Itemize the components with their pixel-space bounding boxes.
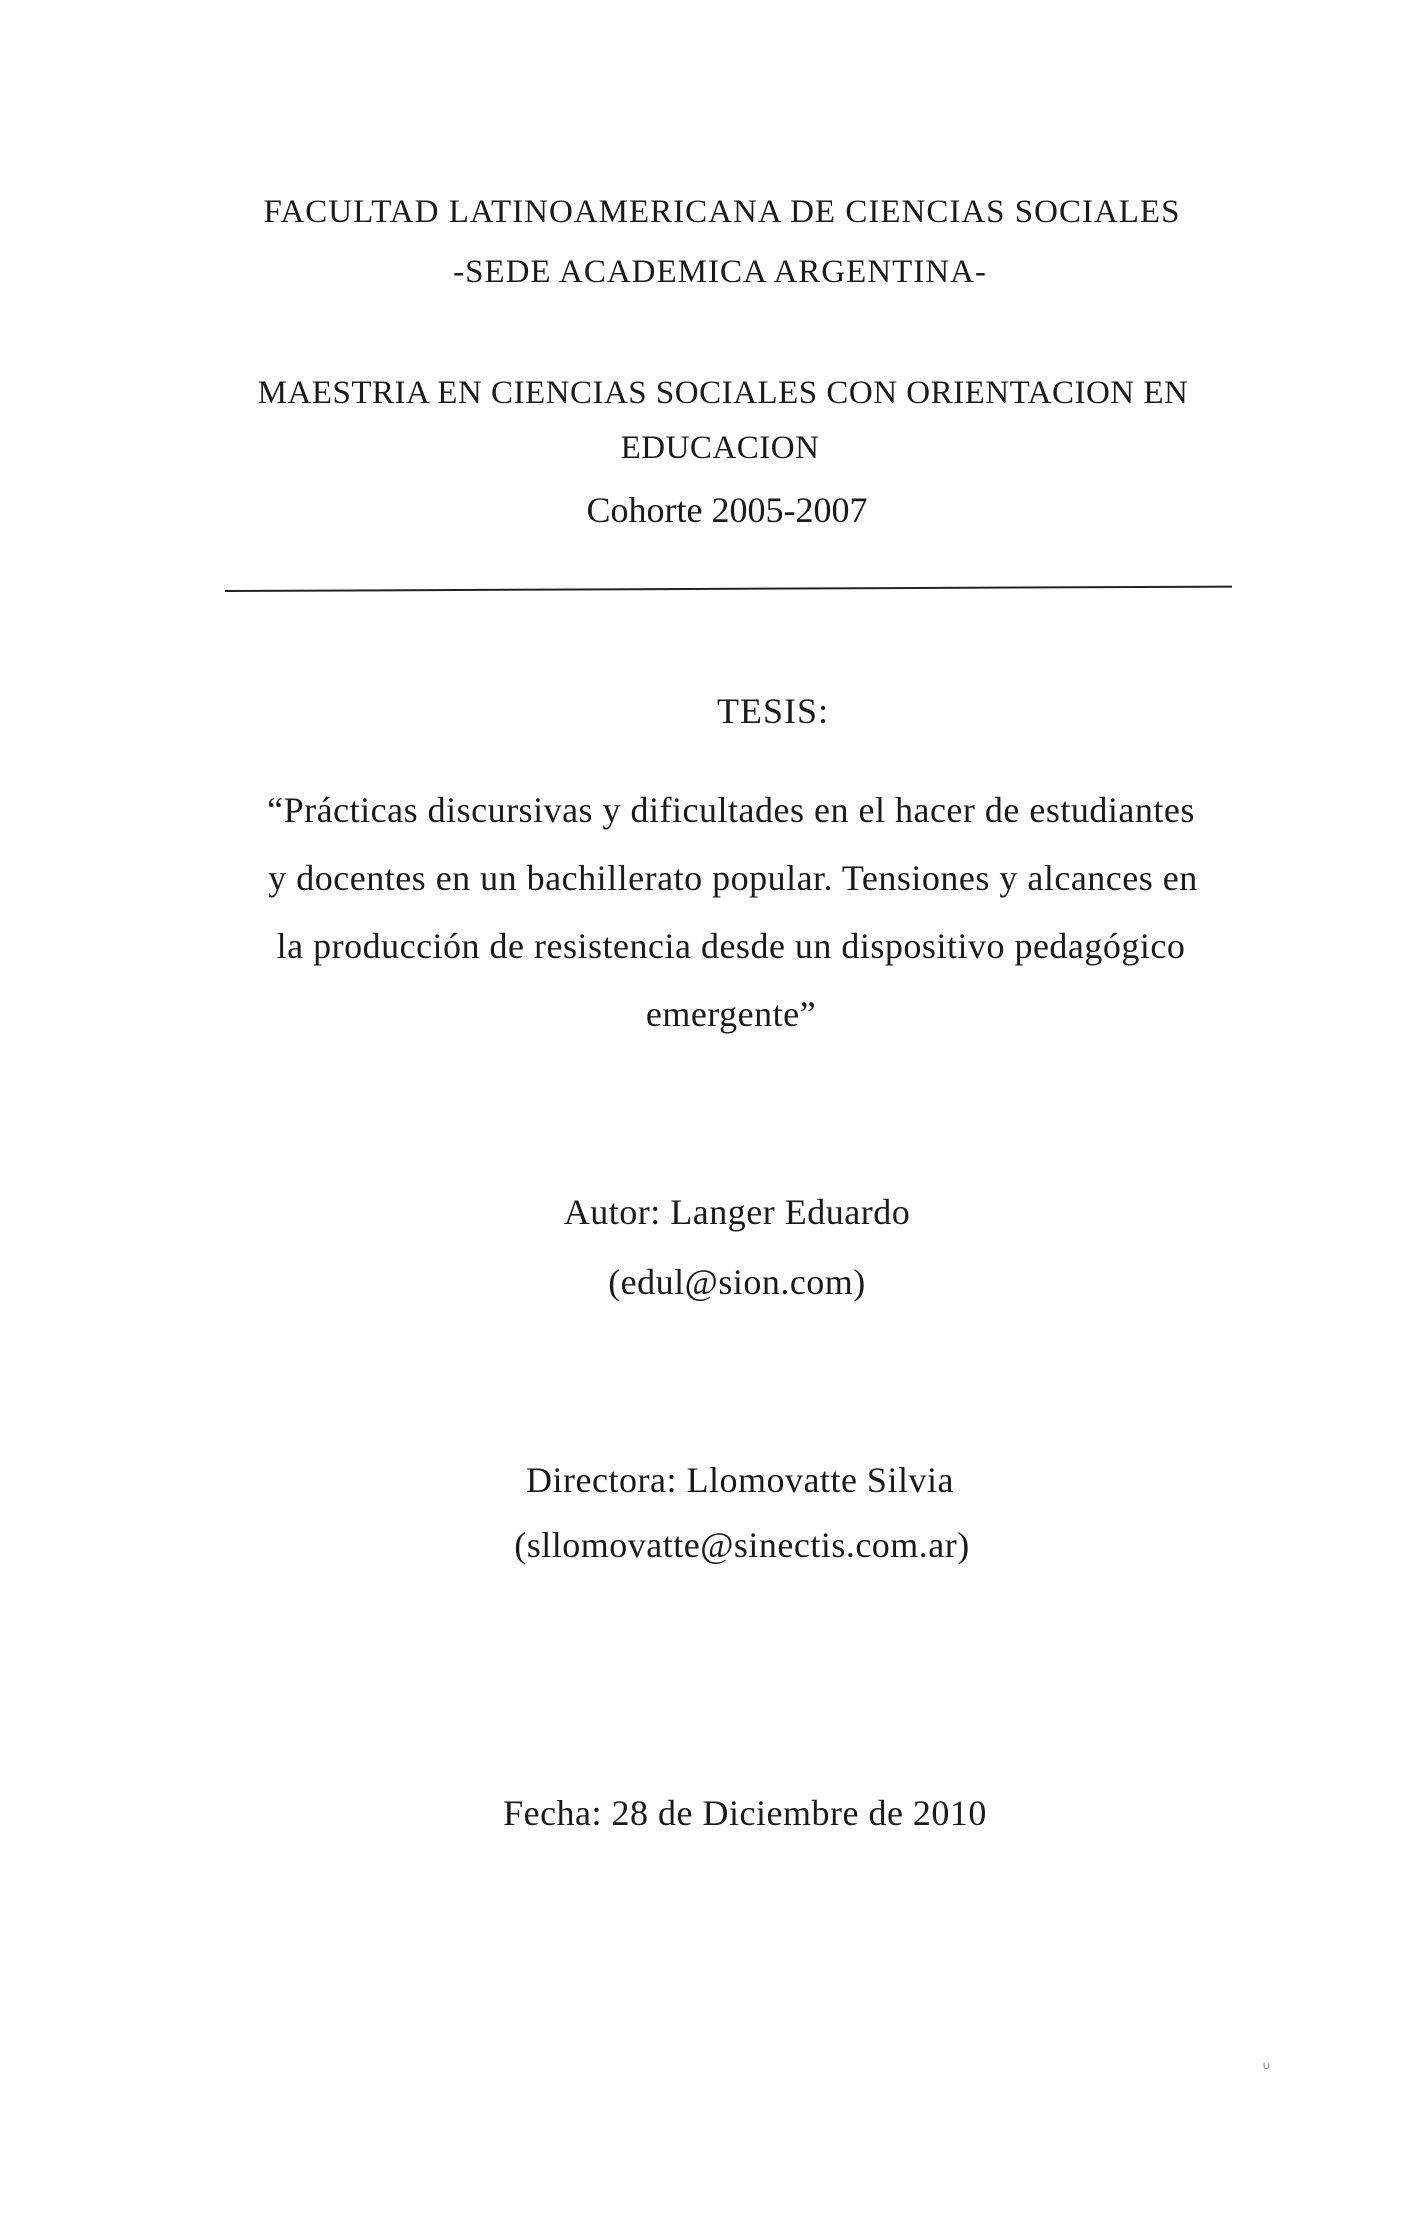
program-name-line-2: EDUCACION	[620, 430, 820, 466]
cohort: Cohorte 2005-2007	[586, 490, 868, 530]
thesis-title-line-1: “Prácticas discursivas y dificultades en el hacer de estudiantes	[267, 790, 1195, 830]
institution-seat: -SEDE ACADEMICA ARGENTINA-	[453, 254, 987, 290]
thesis-title-line-3: la producción de resistencia desde un dispositivo pedagógico	[276, 926, 1186, 966]
date: Fecha: 28 de Diciembre de 2010	[503, 1793, 987, 1833]
thesis-label: TESIS:	[716, 691, 830, 731]
thesis-title-line-4: emergente”	[645, 994, 817, 1034]
institution-name: FACULTAD LATINOAMERICANA DE CIENCIAS SOCIALES	[263, 194, 1181, 230]
thesis-title-line-2: y docentes en un bachillerato popular. Tensiones y alcances en	[268, 858, 1198, 898]
director-name: Directora: Llomovatte Silvia	[526, 1460, 954, 1500]
scan-mark-icon: ᐡ	[1262, 2058, 1271, 2083]
horizontal-divider	[225, 586, 1232, 592]
program-name-line-1: MAESTRIA EN CIENCIAS SOCIALES CON ORIENTACION EN	[257, 375, 1189, 411]
author-name: Autor: Langer Eduardo	[563, 1192, 911, 1232]
director-email: (sllomovatte@sinectis.com.ar)	[514, 1525, 970, 1565]
author-email: (edul@sion.com)	[608, 1262, 866, 1302]
